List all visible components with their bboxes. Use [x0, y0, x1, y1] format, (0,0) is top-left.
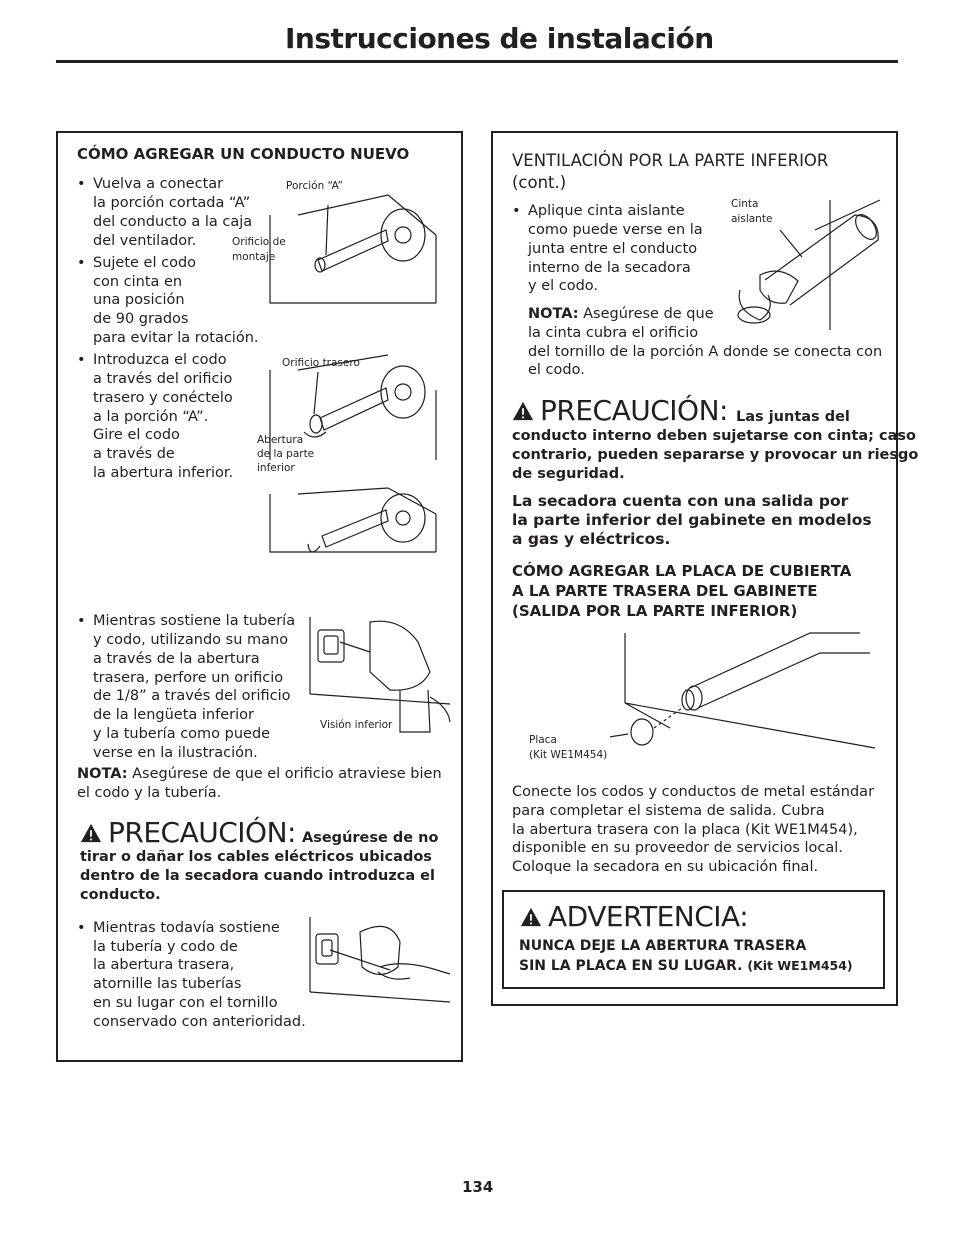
fig1-label-b-2: montaje	[232, 251, 276, 263]
illustration-cover-plate	[610, 628, 880, 768]
warning-triangle-icon	[520, 906, 542, 928]
warning-title: ADVERTENCIA:	[520, 902, 748, 932]
bullet-dot: •	[512, 203, 521, 219]
fig2-label-b-3: inferior	[257, 462, 295, 474]
title-divider	[56, 60, 898, 63]
page-title: Instrucciones de instalación	[285, 22, 714, 55]
left-heading: CÓMO AGREGAR UN CONDUCTO NUEVO	[77, 145, 410, 163]
illustration-screw-pipes	[300, 912, 460, 1022]
warning-triangle-icon	[80, 822, 102, 844]
bullet-dot: •	[77, 920, 86, 936]
tape-label-1: Cinta	[731, 198, 759, 210]
fig1-label-a: Porción “A”	[286, 180, 343, 192]
right-heading-2: (cont.)	[512, 173, 567, 192]
page-number: 134	[462, 1178, 494, 1196]
tape-label-2: aislante	[731, 213, 773, 225]
bullet-dot: •	[77, 255, 86, 271]
bullet-dot: •	[77, 613, 86, 629]
bullet-dot: •	[77, 352, 86, 368]
right-heading-1: VENTILACIÓN POR LA PARTE INFERIOR	[512, 151, 829, 170]
warning-triangle-icon	[512, 400, 534, 422]
plate-label-2: (Kit WE1M454)	[529, 749, 608, 761]
fig1-label-b-1: Orificio de	[232, 236, 286, 248]
bullet-dot: •	[77, 176, 86, 192]
fig2-label-b-1: Abertura	[257, 434, 304, 446]
illustration-reconnect-duct	[258, 175, 458, 315]
fig2-label-b-2: de la parte	[257, 448, 315, 460]
fig2-label-a: Orificio trasero	[282, 357, 360, 369]
fig4-label: Visión inferior	[320, 719, 393, 731]
plate-label-1: Placa	[529, 734, 557, 746]
illustration-elbow-through-bottom	[258, 484, 458, 584]
